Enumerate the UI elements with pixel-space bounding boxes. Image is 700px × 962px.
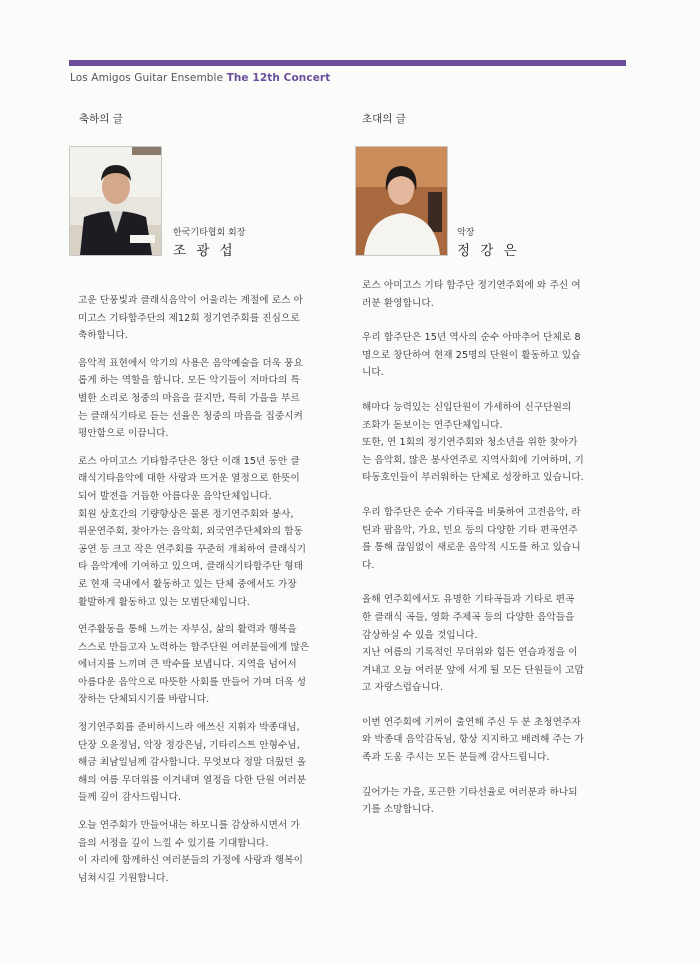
- left-role: 한국기타협회 회장: [173, 228, 246, 238]
- text-line: 평안함으로 이끕니다.: [78, 428, 169, 440]
- text-line: 단장 오윤정님, 악장 정강은님, 기타리스트 안형수님,: [78, 739, 300, 751]
- text-line: 음악적 표현에서 악기의 사용은 음악예술을 더욱 풍요: [78, 357, 303, 369]
- text-line: 타동호인들이 부러워하는 단체로 성장하고 있습니다.: [362, 472, 584, 484]
- text-line: 별한 소리로 청중의 마음을 끌지만, 특히 가을을 부르: [78, 392, 300, 404]
- text-line: 정기연주회를 준비하시느라 애쓰신 지휘자 박종대님,: [78, 722, 300, 734]
- text-line: 미고스 기타합주단의 제12회 정기연주회를 진심으로: [78, 312, 300, 324]
- text-line: 을의 서정을 깊이 느낄 수 있기를 기대합니다.: [78, 837, 269, 849]
- header-ensemble-name: Los Amigos Guitar Ensemble: [70, 72, 224, 84]
- right-body: [362, 277, 584, 819]
- text-line: 틴과 팝음악, 가요, 민요 등의 다양한 기타 편곡연주: [362, 524, 578, 536]
- text-line: 로 현재 국내에서 활동하고 있는 단체 중에서도 가장: [78, 578, 297, 590]
- text-line: 이 자리에 함께하신 여러분들의 가정에 사랑과 행복이: [78, 855, 303, 867]
- text-line: 우리 합주단은 15년 역사의 순수 아마추어 단체로 8: [362, 332, 581, 344]
- text-line: 연주활동을 통해 느끼는 자부심, 삶의 활력과 행복을: [78, 624, 297, 636]
- text-line: 명으로 창단하여 현재 25명의 단원이 활동하고 있습: [362, 349, 581, 361]
- text-line: 이번 연주회에 기꺼이 출연해 주신 두 분 초청연주자: [362, 716, 581, 728]
- text-line: 다.: [362, 559, 375, 571]
- text-line: 해의 여름 무더위를 이겨내며 열정을 다한 단원 여러분: [78, 774, 307, 786]
- text-line: 고운 단풍빛과 클래식음악이 어울리는 계절에 로스 아: [78, 295, 303, 306]
- text-line: 타 음악계에 기여하고 있으며, 클래식기타합주단 형태: [78, 561, 303, 573]
- text-line: 에너지를 느끼며 큰 박수를 보냅니다. 지역을 넘어서: [78, 659, 297, 671]
- left-body: [78, 292, 309, 887]
- header-rule: [69, 60, 626, 66]
- text-line: 축하합니다.: [78, 330, 128, 342]
- text-line: 와 박종대 음악감독님, 항상 지지하고 배려해 주는 가: [362, 734, 584, 746]
- text-line: 한 클래식 곡들, 영화 주제곡 등의 다양한 음악들을: [362, 611, 575, 623]
- text-line: 는 음악회, 많은 봉사연주로 지역사회에 기여하며, 기: [362, 454, 584, 466]
- text-line: 로스 아미고스 기타합주단은 창단 이래 15년 동안 클: [78, 455, 300, 467]
- text-line: 들께 깊이 감사드립니다.: [78, 792, 182, 804]
- text-line: 우리 합주단은 순수 기타곡을 비롯하여 고전음악, 라: [362, 506, 581, 518]
- text-line: 고 자랑스럽습니다.: [362, 682, 444, 694]
- text-line: 장하는 단체되시기를 바랍니다.: [78, 694, 210, 706]
- text-line: 니다.: [362, 367, 384, 379]
- text-line: 해마다 능력있는 신입단원이 가세하여 신구단원의: [362, 401, 572, 413]
- text-line: 족과 도움 주시는 모든 분들께 감사드립니다.: [362, 752, 550, 764]
- text-line: 겨내고 오늘 여러분 앞에 서게 될 모든 단원들이 고맙: [362, 664, 584, 676]
- left-portrait-photo: [69, 146, 162, 256]
- page-header: [70, 72, 330, 84]
- text-line: 로스 아미고스 기타 합주단 정기연주회에 와 주신 여: [362, 280, 581, 291]
- right-role: 악장: [457, 228, 475, 238]
- text-line: 넘쳐시길 기원합니다.: [78, 872, 169, 884]
- text-line: 오늘 연주회가 만들어내는 하모니를 감상하시면서 가: [78, 820, 300, 832]
- header-concert-title: The 12th Concert: [226, 72, 331, 84]
- text-line: 되어 발전을 거듭한 아름다운 음악단체입니다.: [78, 490, 272, 502]
- text-line: 해금 최남일님께 감사합니다. 무엇보다 정말 더웠던 올: [78, 757, 307, 769]
- left-section-title: 축하의 글: [79, 113, 123, 125]
- text-line: 스스로 만들고자 노력하는 합주단원 여러분들에게 많은: [78, 641, 310, 653]
- text-line: 롭게 하는 역할을 합니다. 모든 악기들이 저마다의 특: [78, 375, 300, 387]
- text-line: 회원 상호간의 기량향상은 물론 정기연주회와 봉사,: [78, 508, 294, 520]
- text-line: 지난 여름의 기록적인 무더위와 힘든 연습과정을 이: [362, 647, 578, 659]
- text-line: 깊어가는 가을, 포근한 기타선율로 여러분과 하나되: [362, 786, 578, 798]
- text-line: 는 클래식기타로 듣는 선율은 청중의 마음을 집중시켜: [78, 410, 303, 422]
- text-line: 올해 연주회에서도 유명한 기타곡들과 기타로 편곡: [362, 594, 575, 606]
- text-line: 활발하게 활동하고 있는 모범단체입니다.: [78, 596, 250, 608]
- right-portrait-photo: [355, 146, 448, 256]
- text-line: 기를 소망합니다.: [362, 804, 434, 816]
- text-line: 러분 환영합니다.: [362, 297, 434, 309]
- text-line: 아름다운 음악으로 따뜻한 사회를 만들어 가며 더욱 성: [78, 676, 307, 688]
- text-line: 를 통해 끊임없이 새로운 음악적 시도를 하고 있습니: [362, 542, 581, 554]
- text-line: 래식기타음악에 대한 사랑과 뜨거운 열정으로 한뜻이: [78, 473, 300, 485]
- right-author-name: 정 강 은: [457, 243, 520, 259]
- text-line: 조화가 돋보이는 연주단체입니다.: [362, 419, 503, 431]
- text-line: 감상하실 수 있을 것입니다.: [362, 629, 478, 641]
- right-section-title: 초대의 글: [362, 113, 406, 125]
- left-author-name: 조 광 섭: [173, 243, 236, 259]
- text-line: 위문연주회, 찾아가는 음악회, 외국연주단체와의 합동: [78, 526, 303, 538]
- text-line: 공연 등 크고 작은 연주회를 꾸준히 개최하여 클래식기: [78, 543, 307, 555]
- text-line: 또한, 연 1회의 정기연주회와 청소년을 위한 찾아가: [362, 437, 578, 449]
